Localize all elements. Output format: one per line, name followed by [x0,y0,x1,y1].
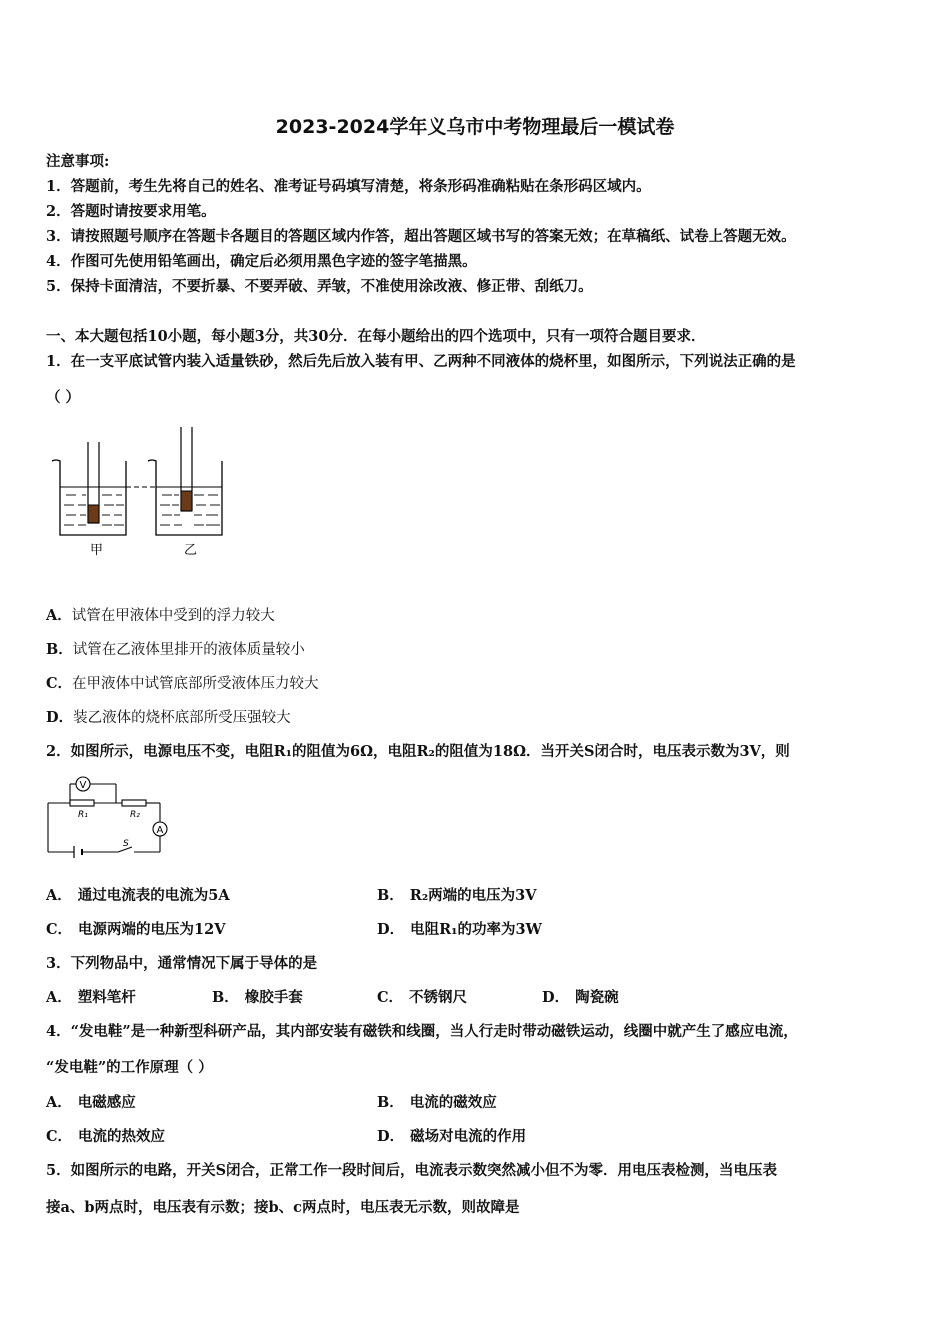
option-label: B． [377,1094,404,1111]
option-label: D． [377,921,405,938]
r1-label: R₁ [78,810,88,820]
q1-paren: （ ） [46,389,81,406]
option-text: 塑料笔杆 [77,989,136,1006]
option-text: 装乙液体的烧杯底部所受压强较大 [73,710,291,726]
option-label: D． [542,989,570,1006]
option-label: C． [46,675,73,692]
q1-option-a [46,606,275,626]
q2-option-d [377,920,542,940]
fig-label-yi: 乙 [184,543,198,558]
option-text: 电源两端的电压为12V [78,921,226,938]
option-text: 电流的磁效应 [409,1094,497,1111]
option-text: 陶瓷碗 [575,989,619,1006]
beaker-yi [148,427,222,535]
notice-item: 2．答题时请按要求用笔。 [46,203,216,220]
ammeter-symbol: A [156,825,164,836]
q4-option-b [377,1093,497,1113]
option-text: 通过电流表的电流为5A [77,887,230,904]
q3-option-c [377,988,467,1008]
q4-stem: 4．“发电鞋”是一种新型科研产品，其内部安装有磁铁和线圈，当人行走时带动磁铁运动，线圈中就产生了感应电流， [46,1023,798,1040]
option-label: D． [377,1128,405,1145]
notice-item: 3．请按照题号顺序在答题卡各题目的答题区域内作答，超出答题区域书写的答案无效；在草稿纸、试卷上答题无效。 [46,228,796,245]
option-label: B． [46,641,73,658]
option-label: A． [46,989,72,1006]
q1-option-d [46,708,291,728]
option-text: R₂两端的电压为3V [409,887,537,904]
q1-option-c [46,674,319,694]
option-label: B． [212,989,239,1006]
notice-item: 4．作图可先使用铅笔画出，确定后必须用黑色字迹的签字笔描黑。 [46,253,477,270]
option-label: A． [46,887,72,904]
q3-option-d [542,988,619,1008]
option-text: 磁场对电流的作用 [410,1128,527,1145]
option-label: A． [46,1094,72,1111]
option-label: B． [377,887,404,904]
q5-stem-cont: 接a、b两点时，电压表有示数；接b、c两点时，电压表无示数，则故障是 [46,1199,520,1216]
option-label: D． [46,709,74,726]
q1-stem: 1．在一支平底试管内装入适量铁砂，然后先后放入装有甲、乙两种不同液体的烧杯里，如图所示，下列说法正确的是 [46,353,796,370]
option-label: C． [46,1128,73,1145]
q2-option-c [46,920,225,940]
option-text: 电磁感应 [77,1094,136,1111]
notice-item: 1．答题前，考生先将自己的姓名、准考证号码填写清楚，将条形码准确粘贴在条形码区域内。 [46,178,651,195]
option-text: 电阻R₁的功率为3W [410,921,542,938]
q2-stem: 2．如图所示，电源电压不变，电阻R₁的阻值为6Ω，电阻R₂的阻值为18Ω．当开关S闭合时，电压表示数为3V，则 [46,743,790,760]
option-text: 橡胶手套 [244,989,303,1006]
q4-option-c [46,1127,165,1147]
notice-item: 5．保持卡面清洁，不要折暴、不要弄破、弄皱，不准使用涂改液、修正带、刮纸刀。 [46,278,593,295]
beakers-figure [46,425,246,565]
option-text: 不锈钢尺 [409,989,468,1006]
q3-option-b [212,988,303,1008]
q5-stem: 5．如图所示的电路，开关S闭合，正常工作一段时间后，电流表示数突然减小但不为零．用电压表检测，当电压表 [46,1162,778,1179]
q2-option-a [46,886,230,906]
r2-label: R₂ [130,810,140,820]
option-text: 试管在甲液体中受到的浮力较大 [71,608,275,624]
option-text: 在甲液体中试管底部所受液体压力较大 [72,676,319,692]
notice-heading: 注意事项: [46,153,110,170]
option-label: A． [46,607,72,624]
q3-option-a [46,988,136,1008]
option-text: 试管在乙液体里排开的液体质量较小 [72,642,305,658]
q4-option-d [377,1127,526,1147]
fig-label-jia: 甲 [90,543,104,558]
q4-option-a [46,1093,136,1113]
page-title: 2023-2024学年义乌市中考物理最后一模试卷 [275,116,675,138]
q3-stem: 3．下列物品中，通常情况下属于导体的是 [46,955,318,972]
option-text: 电流的热效应 [78,1128,166,1145]
beaker-jia [52,442,126,535]
q1-option-b [46,640,305,660]
q2-option-b [377,886,537,906]
switch-label: S [123,839,129,849]
voltmeter-symbol: V [79,780,87,791]
section-heading: 一、本大题包括10小题，每小题3分，共30分．在每小题给出的四个选项中，只有一项符合题目要求． [46,328,706,345]
circuit-figure-q2 [46,770,176,862]
q4-stem-cont: “发电鞋”的工作原理（ ） [46,1059,213,1076]
option-label: C． [46,921,73,938]
option-label: C． [377,989,404,1006]
